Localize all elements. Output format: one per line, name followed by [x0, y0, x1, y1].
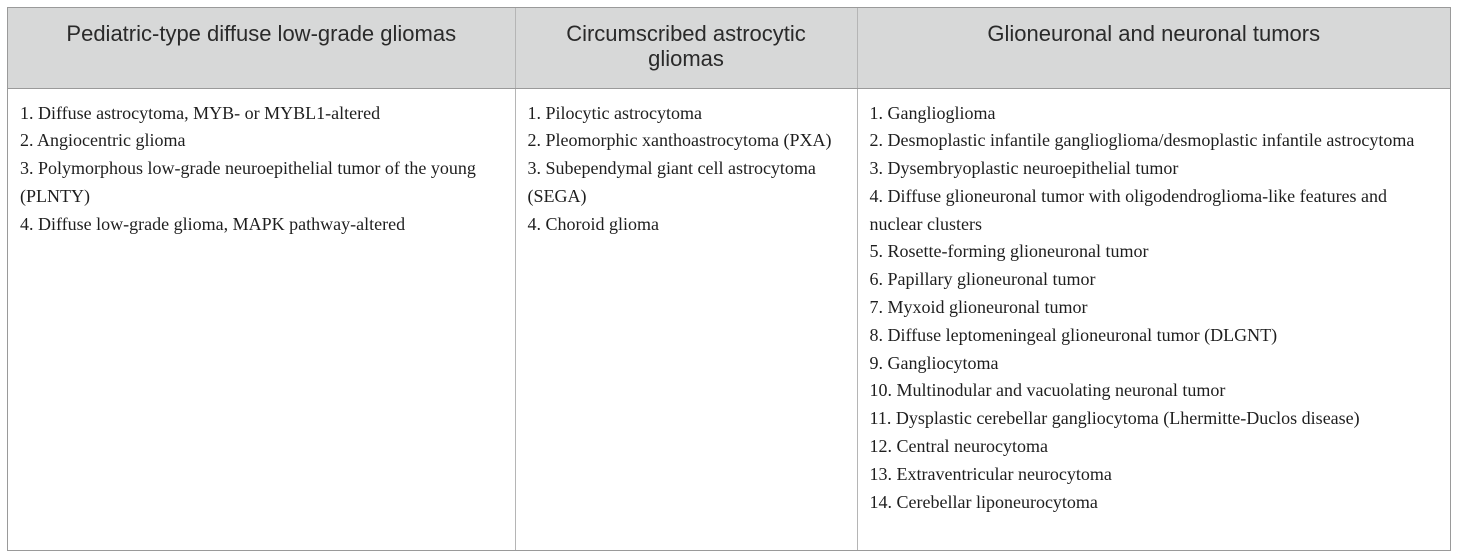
list-item: 5. Rosette-forming glioneuronal tumor [869, 241, 1149, 262]
list-item: 6. Papillary glioneuronal tumor [869, 269, 1096, 290]
circumscribed-astrocytic-glioma-list [528, 100, 847, 239]
list-item: 3. Dysembryoplastic neuroepithelial tumor [869, 158, 1179, 179]
list-item: 3. Subependymal giant cell astrocytoma (SEGA) [527, 158, 816, 206]
list-item: 8. Diffuse leptomeningeal glioneuronal tumor (DLGNT) [869, 324, 1278, 345]
list-item: 4. Diffuse low-grade glioma, MAPK pathway-altered [20, 213, 406, 234]
list-item: 7. Myxoid glioneuronal tumor [869, 297, 1088, 318]
list-item: 13. Extraventricular neurocytoma [869, 463, 1112, 484]
list-item: 4. Choroid glioma [527, 213, 659, 234]
list-item: 14. Cerebellar liponeurocytoma [869, 491, 1098, 512]
glioma-classification-table [8, 8, 1450, 550]
classification-table-frame [7, 7, 1451, 551]
list-item: 2. Pleomorphic xanthoastrocytoma (PXA) [527, 130, 832, 151]
list-item: 1. Ganglioglioma [869, 102, 996, 123]
table-header [8, 8, 1450, 88]
list-item: 10. Multinodular and vacuolating neuronal tumor [869, 380, 1226, 401]
list-item: 1. Pilocytic astrocytoma [527, 102, 702, 123]
header-glioneuronal-neuronal-tumors: Glioneuronal and neuronal tumors [857, 8, 1450, 88]
list-item: 2. Angiocentric glioma [20, 130, 186, 151]
header-circumscribed-astrocytic-gliomas: Circumscribed astrocytic gliomas [515, 8, 857, 88]
list-item: 2. Desmoplastic infantile ganglioglioma/desmoplastic infantile astrocytoma [869, 130, 1415, 151]
pediatric-diffuse-low-grade-glioma-list [20, 100, 505, 239]
cell-pediatric-diffuse-low-grade-gliomas [8, 88, 515, 550]
list-item: 11. Dysplastic cerebellar gangliocytoma (Lhermitte-Duclos disease) [869, 408, 1360, 429]
list-item: 12. Central neurocytoma [869, 436, 1048, 457]
body-row [8, 88, 1450, 550]
header-pediatric-diffuse-low-grade-gliomas: Pediatric-type diffuse low-grade gliomas [8, 8, 515, 88]
list-item: 3. Polymorphous low-grade neuroepithelial tumor of the young (PLNTY) [20, 158, 476, 206]
list-item: 9. Gangliocytoma [869, 352, 999, 373]
list-item: 1. Diffuse astrocytoma, MYB- or MYBL1-altered [20, 102, 381, 123]
header-row [8, 8, 1450, 88]
cell-glioneuronal-neuronal-tumors [857, 88, 1450, 550]
cell-circumscribed-astrocytic-gliomas [515, 88, 857, 550]
list-item: 4. Diffuse glioneuronal tumor with oligodendroglioma-like features and nuclear clusters [869, 185, 1388, 234]
glioneuronal-neuronal-tumor-list [870, 100, 1441, 517]
table-body [8, 88, 1450, 550]
